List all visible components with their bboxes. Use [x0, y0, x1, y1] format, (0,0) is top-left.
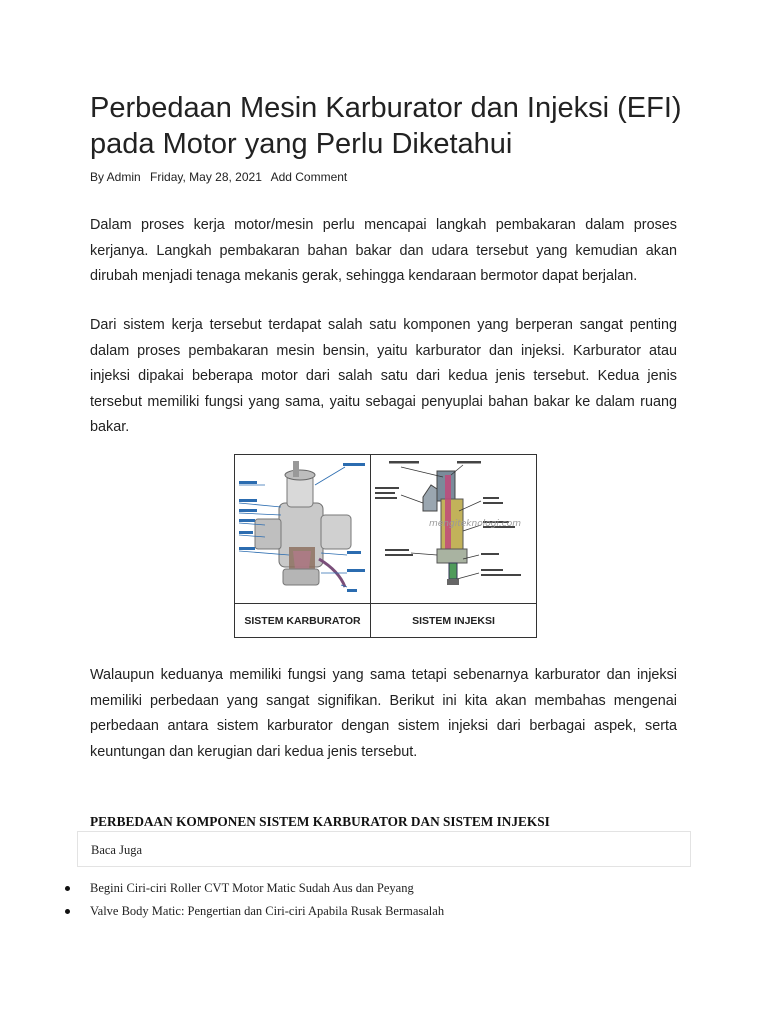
related-link-item[interactable]	[65, 901, 444, 924]
post-date: Friday, May 28, 2021	[150, 170, 262, 184]
baca-juga-box	[77, 831, 691, 867]
paragraph-components: Dari sistem kerja tersebut terdapat salah satu komponen yang berperan sangat penting dalam proses pembakaran mesin bensin, yaitu karburator dan injeksi. Karburator atau injeksi dipakai beberapa motor dari salah satu dari kedua jenis tersebut. Kedua jenis tersebut memiliki fungsi yang sama, yaitu sebagai penyuplai bahan bakar ke dalam ruang bakar.	[90, 317, 677, 435]
figure-caption-row	[235, 603, 536, 638]
article-meta	[90, 170, 353, 184]
related-link-text[interactable]: Valve Body Matic: Pengertian dan Ciri-ciri Apabila Rusak Bermasalah	[90, 904, 445, 918]
baca-juga-label: Baca Juga	[91, 843, 143, 857]
article-title: Perbedaan Mesin Karburator dan Injeksi (EFI) pada Motor yang Perlu Diketahui	[90, 92, 682, 160]
caption-injection: SISTEM INJEKSI	[412, 615, 495, 627]
add-comment-link[interactable]: Add Comment	[270, 170, 348, 184]
related-links-list	[65, 878, 444, 924]
paragraph-differences: Walaupun keduanya memiliki fungsi yang sama tetapi sebenarnya karburator dan injeksi memiliki perbedaan yang sangat signifikan. Berikut ini kita akan membahas mengenai perbedaan antara sistem karburator dengan sistem injeksi dari berbagai aspek, serta keuntungan dan kerugian dari kedua jenis tersebut.	[90, 667, 677, 760]
related-link-item[interactable]	[65, 878, 444, 901]
paragraph-intro: Dalam proses kerja motor/mesin perlu mencapai langkah pembakaran dalam proses kerjanya. Langkah pembakaran bahan bakar dan udara tersebut yang kemudian akan dirubah menjadi tenaga mekanis gerak, sehingga kendaraan bermotor dapat berjalan.	[90, 217, 677, 284]
figure-watermark: mengiteknologi.com	[429, 519, 522, 529]
caption-carburetor: SISTEM KARBURATOR	[235, 604, 371, 638]
bullet-icon	[65, 886, 70, 891]
bullet-icon	[65, 909, 70, 914]
comparison-figure	[234, 454, 537, 638]
carburetor-illustration	[235, 455, 371, 603]
injector-illustration	[371, 455, 536, 603]
author-link[interactable]: By Admin	[90, 170, 141, 184]
section-heading: PERBEDAAN KOMPONEN SISTEM KARBURATOR DAN SISTEM INJEKSI	[90, 814, 550, 829]
related-link-text[interactable]: Begini Ciri-ciri Roller CVT Motor Matic Sudah Aus dan Peyang	[90, 881, 414, 895]
